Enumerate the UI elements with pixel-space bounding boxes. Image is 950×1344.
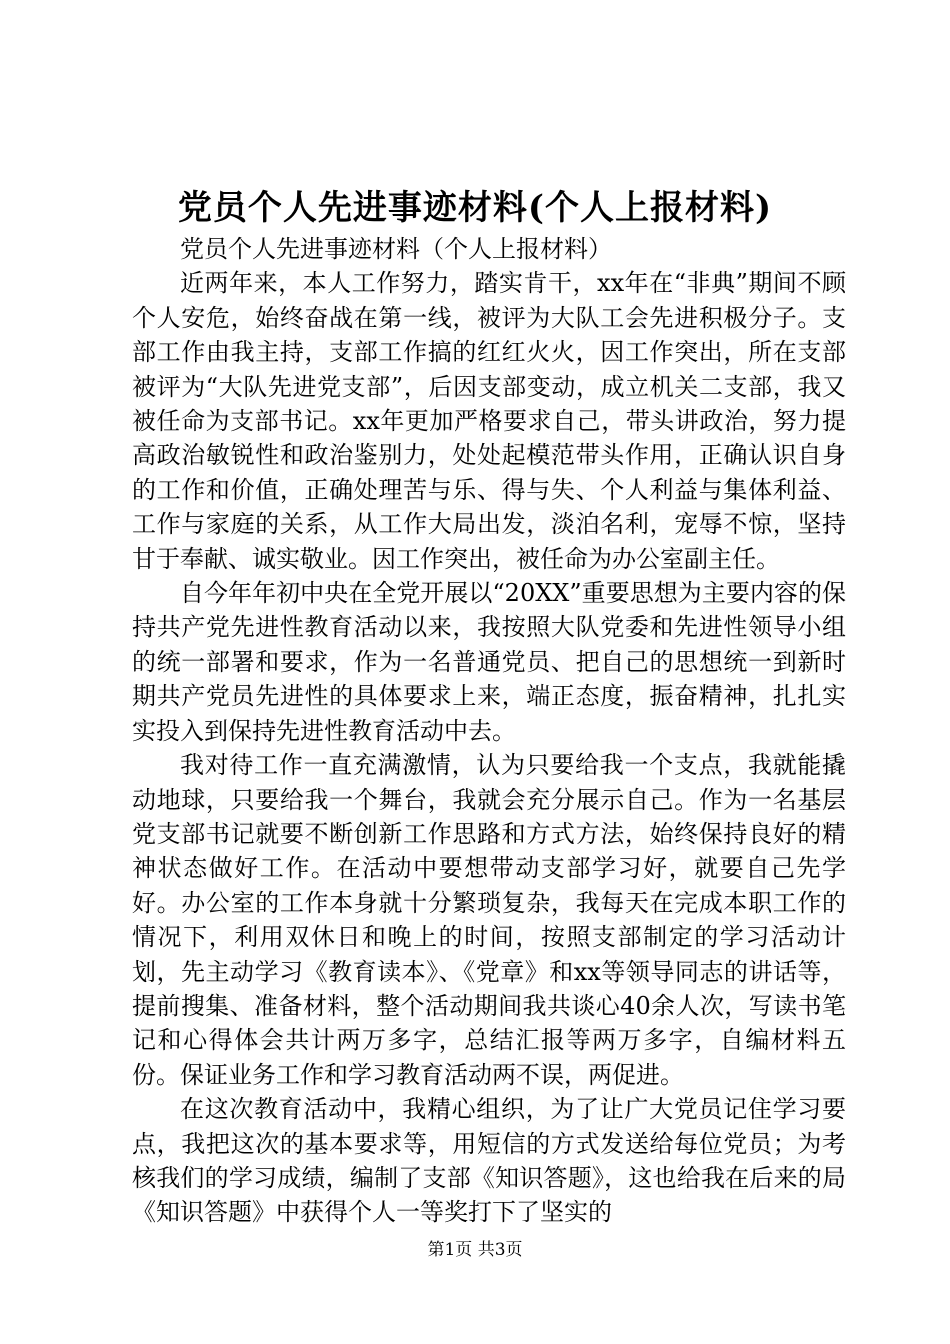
document-title: 党员个人先进事迹材料(个人上报材料) <box>177 188 773 228</box>
body-paragraph: 近两年来，本人工作努力，踏实肯干，xx年在“非典”期间不顾个人安危，始终奋战在第一线，被评为大队工会先进积极分子。支部工作由我主持，支部工作搞的红红火火，因工作突出，所在支部被评为“大队先进党支部”，后因支部变动，成立机关二支部，我又被任命为支部书记。xx年更加严格要求自己，带头讲政治，努力提高政治敏锐性和政治鉴别力，处处起模范带头作用，正确认识自身的工作和价值，正确处理苦与乐、得与失、个人利益与集体利益、工作与家庭的关系，从工作大局出发，淡泊名利，宠辱不惊，坚持甘于奉献、诚实敬业。因工作突出，被任命为办公室副主任。 <box>132 269 846 573</box>
page-number: 第1页 共3页 <box>427 1240 523 1260</box>
body-paragraph: 在这次教育活动中，我精心组织，为了让广大党员记住学习要点，我把这次的基本要求等，用短信的方式发送给每位党员；为考核我们的学习成绩，编制了支部《知识答题》，这也给我在后来的局《知识答题》中获得个人一等奖打下了坚实的 <box>132 1095 846 1227</box>
body-paragraph: 自今年年初中央在全党开展以“20XX”重要思想为主要内容的保持共产党先进性教育活动以来，我按照大队党委和先进性领导小组的统一部署和要求，作为一名普通党员、把自己的思想统一到新时期共产党员先进性的具体要求上来，端正态度，振奋精神，扎扎实实投入到保持先进性教育活动中去。 <box>132 579 846 745</box>
subtitle-paragraph: 党员个人先进事迹材料（个人上报材料） <box>180 235 612 263</box>
document-body <box>132 232 846 1230</box>
body-paragraph: 我对待工作一直充满激情，认为只要给我一个支点，我就能撬动地球，只要给我一个舞台，我就会充分展示自己。作为一名基层党支部书记就要不断创新工作思路和方式方法，始终保持良好的精神状态做好工作。在活动中要想带动支部学习好，就要自己先学好。办公室的工作本身就十分繁琐复杂，我每天在完成本职工作的情况下，利用双休日和晚上的时间，按照支部制定的学习活动计划，先主动学习《教育读本》、《党章》和xx等领导同志的讲话等，提前搜集、准备材料，整个活动期间我共谈心40余人次，写读书笔记和心得体会共计两万多字，总结汇报等两万多字，自编材料五份。保证业务工作和学习教育活动两不误，两促进。 <box>132 751 846 1089</box>
